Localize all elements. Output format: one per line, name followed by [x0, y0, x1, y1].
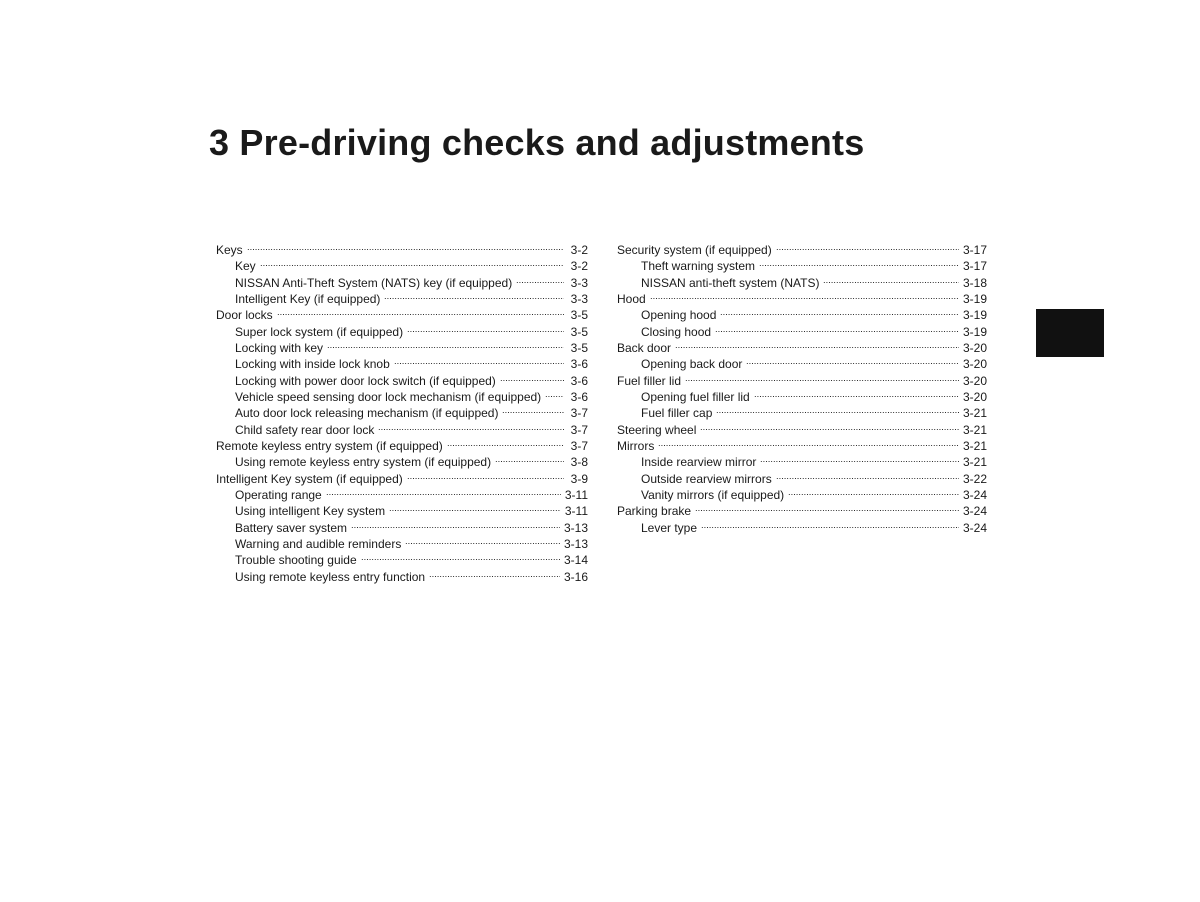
toc-page-number: 3-5 — [570, 340, 588, 355]
toc-leader-dots — [247, 248, 564, 251]
toc-leader-dots — [260, 264, 564, 267]
toc-leader-dots — [700, 428, 959, 431]
toc-subentry[interactable] — [617, 356, 987, 372]
toc-subentry[interactable] — [617, 389, 987, 405]
toc-leader-dots — [650, 297, 959, 300]
toc-subentry[interactable] — [617, 487, 987, 503]
toc-entry-label: Remote keyless entry system (if equipped) — [216, 438, 443, 453]
toc-subentry[interactable] — [216, 389, 588, 405]
toc-page-number: 3-19 — [962, 308, 987, 323]
toc-subentry[interactable] — [617, 307, 987, 323]
chapter-tab-marker — [1036, 309, 1104, 357]
toc-leader-dots — [327, 346, 564, 349]
toc-leader-dots — [675, 346, 959, 349]
toc-entry-label: Security system (if equipped) — [617, 243, 772, 257]
toc-page-number: 3-24 — [962, 504, 987, 519]
toc-leader-dots — [407, 477, 564, 480]
toc-subentry[interactable] — [216, 552, 588, 568]
toc-leader-dots — [788, 493, 959, 496]
toc-entry-label: Back door — [617, 340, 672, 355]
toc-entry[interactable] — [216, 438, 588, 454]
toc-entry-label: Door locks — [216, 308, 273, 323]
toc-entry-label: Opening fuel filler lid — [641, 389, 750, 404]
toc-left-column — [216, 242, 588, 585]
toc-page-number: 3-14 — [563, 553, 588, 568]
toc-subentry[interactable] — [216, 536, 588, 552]
toc-leader-dots — [685, 379, 959, 382]
toc-leader-dots — [701, 526, 959, 529]
toc-leader-dots — [776, 477, 959, 480]
toc-leader-dots — [760, 460, 959, 463]
toc-subentry[interactable] — [216, 324, 588, 340]
toc-entry-label: Lever type — [641, 520, 698, 535]
toc-entry-label: NISSAN anti-theft system (NATS) — [641, 275, 820, 290]
toc-entry-label: Mirrors — [617, 438, 655, 453]
toc-entry[interactable] — [617, 340, 987, 356]
toc-page-number: 3-11 — [564, 504, 588, 519]
toc-entry-label: Vehicle speed sensing door lock mechanism (if equipped) — [235, 389, 542, 404]
toc-entry-label: Parking brake — [617, 504, 692, 519]
toc-subentry[interactable] — [216, 291, 588, 307]
toc-entry[interactable] — [617, 242, 987, 258]
toc-leader-dots — [658, 444, 959, 447]
toc-subentry[interactable] — [617, 405, 987, 421]
toc-entry-label: Theft warning system — [641, 259, 756, 274]
toc-subentry[interactable] — [216, 422, 588, 438]
toc-subentry[interactable] — [216, 520, 588, 536]
toc-entry-label: Fuel filler cap — [641, 406, 713, 421]
toc-entry[interactable] — [216, 242, 588, 258]
toc-subentry[interactable] — [617, 258, 987, 274]
toc-subentry[interactable] — [216, 275, 588, 291]
toc-page-number: 3-20 — [962, 389, 987, 404]
toc-leader-dots — [516, 281, 564, 284]
toc-entry-label: Locking with key — [235, 340, 324, 355]
toc-leader-dots — [715, 330, 959, 333]
toc-page-number: 3-3 — [570, 291, 588, 306]
toc-page-number: 3-7 — [570, 422, 588, 437]
toc-entry[interactable] — [216, 307, 588, 323]
toc-page-number: 3-3 — [570, 275, 588, 290]
toc-page-number: 3-7 — [570, 406, 588, 421]
toc-page-number: 3-2 — [570, 243, 588, 257]
toc-entry-label: Vanity mirrors (if equipped) — [641, 487, 785, 502]
toc-subentry[interactable] — [216, 569, 588, 585]
toc-entry-label: Operating range — [235, 487, 322, 502]
toc-subentry[interactable] — [617, 454, 987, 470]
toc-leader-dots — [545, 395, 564, 398]
toc-page-number: 3-8 — [570, 455, 588, 470]
toc-subentry[interactable] — [617, 324, 987, 340]
toc-leader-dots — [759, 264, 959, 267]
toc-subentry[interactable] — [617, 275, 987, 291]
toc-entry-label: Warning and audible reminders — [235, 536, 402, 551]
toc-entry-label: Inside rearview mirror — [641, 455, 757, 470]
toc-entry-label: NISSAN Anti-Theft System (NATS) key (if equipped) — [235, 275, 513, 290]
toc-page-number: 3-13 — [563, 536, 588, 551]
toc-leader-dots — [389, 509, 561, 512]
toc-entry[interactable] — [617, 373, 987, 389]
toc-leader-dots — [394, 362, 564, 365]
toc-leader-dots — [351, 526, 560, 529]
toc-page-number: 3-21 — [962, 422, 987, 437]
toc-leader-dots — [500, 379, 564, 382]
toc-leader-dots — [695, 509, 959, 512]
toc-entry-label: Keys — [216, 243, 243, 257]
toc-entry-label: Using remote keyless entry system (if equipped) — [235, 455, 492, 470]
toc-entry-label: Key — [235, 259, 256, 274]
toc-entry[interactable] — [617, 422, 987, 438]
toc-entry-label: Locking with power door lock switch (if equipped) — [235, 373, 496, 388]
toc-leader-dots — [754, 395, 959, 398]
toc-leader-dots — [495, 460, 564, 463]
toc-leader-dots — [776, 248, 959, 251]
toc-page-number: 3-20 — [962, 373, 987, 388]
toc-page-number: 3-5 — [570, 324, 588, 339]
toc-subentry[interactable] — [617, 471, 987, 487]
toc-entry-label: Auto door lock releasing mechanism (if equipped) — [235, 406, 499, 421]
toc-right-column — [617, 242, 987, 536]
toc-entry[interactable] — [617, 503, 987, 519]
toc-page-number: 3-17 — [962, 243, 987, 257]
toc-subentry[interactable] — [216, 340, 588, 356]
toc-page-number: 3-9 — [570, 471, 588, 486]
toc-subentry[interactable] — [216, 454, 588, 470]
toc-leader-dots — [384, 297, 564, 300]
toc-leader-dots — [277, 313, 564, 316]
toc-entry[interactable] — [216, 471, 588, 487]
toc-entry-label: Child safety rear door lock — [235, 422, 375, 437]
toc-leader-dots — [447, 444, 564, 447]
toc-leader-dots — [429, 575, 560, 578]
toc-subentry[interactable] — [216, 258, 588, 274]
toc-page-number: 3-22 — [962, 471, 987, 486]
toc-page-number: 3-11 — [564, 487, 588, 502]
toc-page-number: 3-20 — [962, 340, 987, 355]
toc-subentry[interactable] — [216, 405, 588, 421]
toc-subentry[interactable] — [216, 356, 588, 372]
toc-entry-label: Closing hood — [641, 324, 712, 339]
toc-page-number: 3-21 — [962, 438, 987, 453]
toc-page-number: 3-7 — [570, 438, 588, 453]
toc-page-number: 3-5 — [570, 308, 588, 323]
toc-page-number: 3-24 — [962, 487, 987, 502]
toc-entry-label: Outside rearview mirrors — [641, 471, 772, 486]
toc-page-number: 3-19 — [962, 291, 987, 306]
toc-page-number: 3-21 — [962, 455, 987, 470]
toc-page-number: 3-2 — [570, 259, 588, 274]
toc-page-number: 3-19 — [962, 324, 987, 339]
toc-leader-dots — [361, 558, 560, 561]
toc-entry-label: Steering wheel — [617, 422, 697, 437]
toc-entry-label: Opening hood — [641, 308, 717, 323]
toc-leader-dots — [326, 493, 561, 496]
toc-leader-dots — [405, 542, 560, 545]
toc-leader-dots — [746, 362, 959, 365]
toc-entry-label: Intelligent Key system (if equipped) — [216, 471, 403, 486]
toc-leader-dots — [502, 411, 564, 414]
toc-page-number: 3-18 — [962, 275, 987, 290]
toc-entry-label: Using intelligent Key system — [235, 504, 386, 519]
toc-entry[interactable] — [617, 291, 987, 307]
toc-entry-label: Intelligent Key (if equipped) — [235, 291, 381, 306]
toc-page-number: 3-16 — [563, 569, 588, 584]
toc-page-number: 3-6 — [570, 373, 588, 388]
toc-page-number: 3-24 — [962, 520, 987, 535]
toc-leader-dots — [716, 411, 959, 414]
toc-page-number: 3-17 — [962, 259, 987, 274]
toc-entry-label: Battery saver system — [235, 520, 348, 535]
toc-page-number: 3-6 — [570, 357, 588, 372]
toc-entry-label: Fuel filler lid — [617, 373, 682, 388]
toc-leader-dots — [720, 313, 959, 316]
toc-page-number: 3-20 — [962, 357, 987, 372]
toc-leader-dots — [407, 330, 564, 333]
toc-entry-label: Locking with inside lock knob — [235, 357, 390, 372]
toc-subentry[interactable] — [216, 373, 588, 389]
toc-entry-label: Hood — [617, 291, 646, 306]
toc-subentry[interactable] — [216, 487, 588, 503]
toc-page-number: 3-13 — [563, 520, 588, 535]
toc-leader-dots — [823, 281, 958, 284]
toc-entry-label: Using remote keyless entry function — [235, 569, 426, 584]
toc-entry[interactable] — [617, 438, 987, 454]
toc-entry-label: Opening back door — [641, 357, 743, 372]
toc-subentry[interactable] — [617, 520, 987, 536]
chapter-title: 3 Pre-driving checks and adjustments — [209, 122, 865, 163]
toc-page-number: 3-6 — [570, 389, 588, 404]
toc-entry-label: Trouble shooting guide — [235, 553, 357, 568]
toc-subentry[interactable] — [216, 503, 588, 519]
toc-entry-label: Super lock system (if equipped) — [235, 324, 404, 339]
toc-page-number: 3-21 — [962, 406, 987, 421]
toc-leader-dots — [378, 428, 564, 431]
